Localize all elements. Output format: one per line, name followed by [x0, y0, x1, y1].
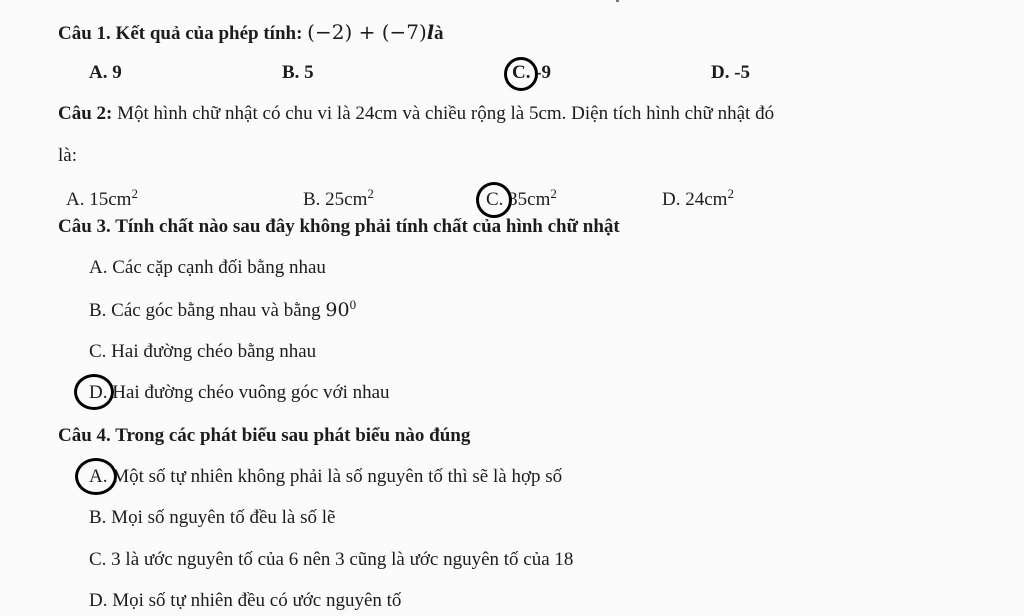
q3-option-b: [89, 298, 356, 323]
answer-circle-q3: [74, 374, 114, 410]
scan-mark: [616, 0, 619, 2]
q1-stem: [58, 20, 444, 46]
q3-option-b-text: B. Các góc bằng nhau và bằng: [89, 300, 326, 321]
q4-option-d: D. Mọi số tự nhiên đều có ước nguyên tố: [89, 590, 402, 611]
q2-option-b: [303, 188, 374, 212]
q2-option-d: [662, 188, 734, 212]
q2-option-d-sup: 2: [727, 186, 734, 201]
answer-circle-q4: [75, 458, 117, 495]
q1-expression-tail: l: [426, 22, 435, 44]
q1-option-c: C. -9: [512, 62, 552, 83]
q4-stem: Câu 4. Trong các phát biểu sau phát biểu nào đúng: [58, 425, 471, 446]
q4-option-c: C. 3 là ước nguyên tố của 6 nên 3 cũng là ước nguyên tố của 18: [89, 549, 574, 570]
q2-label: Câu 2:: [58, 103, 113, 124]
q3-stem: Câu 3. Tính chất nào sau đây không phải tính chất của hình chữ nhật: [58, 216, 620, 237]
q4-option-a: A. Một số tự nhiên không phải là số nguyên tố thì sẽ là hợp số: [89, 466, 563, 487]
q1-option-d: D. -5: [711, 62, 751, 83]
q1-label: Câu 1. Kết quả của phép tính:: [58, 23, 308, 44]
q3-angle-degree: 0: [349, 297, 357, 312]
q2-option-b-text: B. 25cm: [303, 189, 368, 210]
q1-option-a: A. 9: [89, 62, 122, 83]
q2-stem: [58, 102, 774, 126]
q2-stem-continued: là:: [58, 145, 77, 166]
q2-option-c-sup: 2: [550, 186, 557, 201]
q2-text: Một hình chữ nhật có chu vi là 24cm và chiều rộng là 5cm. Diện tích hình chữ nhật đó: [112, 103, 775, 124]
q3-option-c: C. Hai đường chéo bằng nhau: [89, 341, 317, 362]
q2-option-d-text: D. 24cm: [662, 189, 728, 210]
q1-expression: (−2) + (−7): [307, 20, 427, 44]
q2-option-a-text: A. 15cm: [66, 189, 132, 210]
q4-option-b: B. Mọi số nguyên tố đều là số lẽ: [89, 507, 336, 528]
answer-circle-q2: [476, 182, 512, 218]
q2-option-a-sup: 2: [131, 186, 138, 201]
q3-option-d: D. Hai đường chéo vuông góc với nhau: [89, 382, 390, 403]
q2-option-a: [66, 188, 138, 212]
answer-circle-q1: [504, 57, 538, 91]
q2-option-b-sup: 2: [367, 186, 374, 201]
q3-angle: 90: [325, 299, 350, 321]
q1-option-b: B. 5: [282, 62, 314, 83]
q2-option-c-text: C. 35cm: [486, 189, 551, 210]
q3-option-a: A. Các cặp cạnh đối bằng nhau: [89, 257, 326, 278]
q1-tail: à: [434, 23, 444, 44]
